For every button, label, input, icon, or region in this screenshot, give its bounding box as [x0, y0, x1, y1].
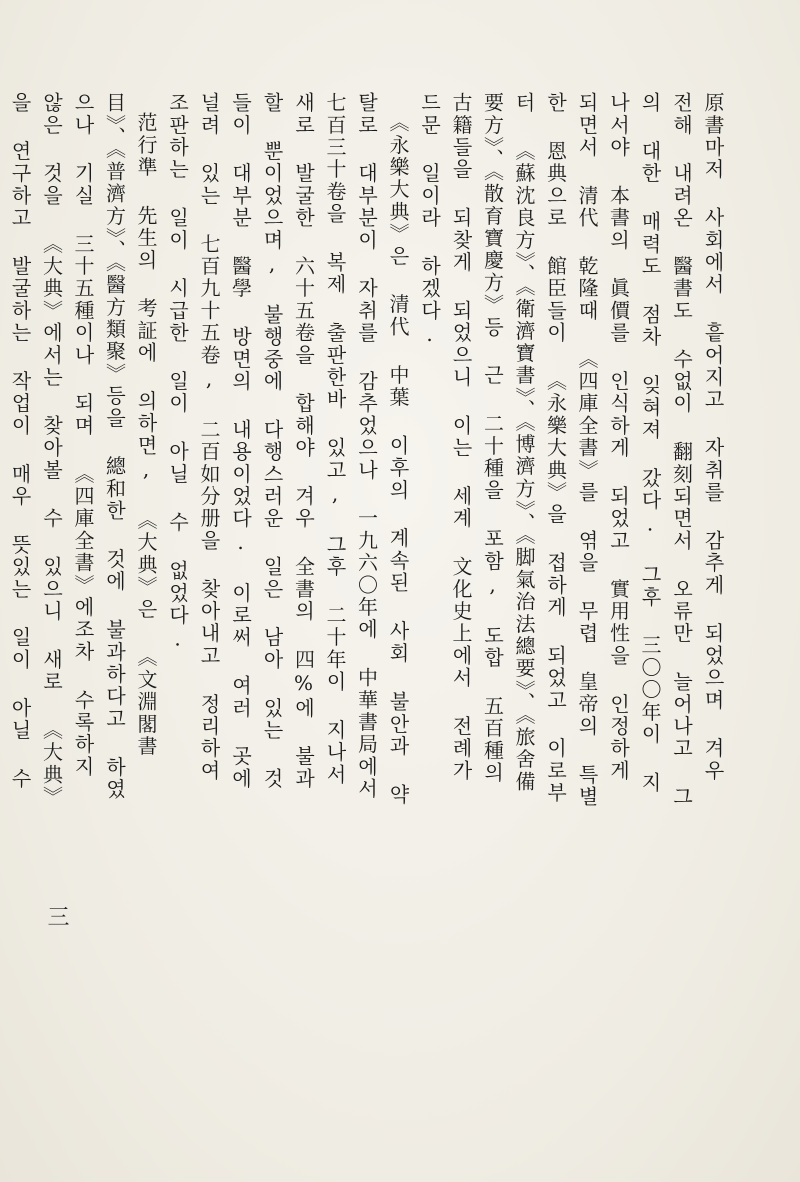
page-number: 三	[44, 905, 69, 931]
paragraph-1: 原書마저 사회에서 흩어지고 자취를 감추게 되었으며 겨우 전해 내려온 醫書도 수없이 翻刻되면서 오류만 늘어나고 그의 대한 매력도 점차 잊혀져 갔다. 그후 三〇〇年이 지나서야 本書의 眞價를 인식하게 되었고 實用性을 인정하게 되면서 清代 乾隆때 《四庫全書》를 엮을 무렵 皇帝의 특별한 恩典으로 館臣들이 《永樂大典》을 접하게 되었고 이로부터 《蘇沈良方》、《衛濟寶書》、《博濟方》、《脚氣治法總要》、《旅舍備要方》、《散育寶慶方》등 근 二十種을 포함, 도합 五百種의 古籍들을 되찾게 되었으니 이는 세계 文化史上에서 전례가 드문 일이라 하겠다.	[417, 92, 725, 809]
paragraph-2: 《永樂大典》은 清代 中葉 이후의 계속된 사회 불안과 약탈로 대부분이 자취를 감추었으나 一九六〇年에 中華書局에서 七百三十卷을 복제 출판한바 있고, 그후 二十年이 지나서 새로 발굴한 六十五卷을 합해야 겨우 全書의 四%에 불과할 뿐이었으며, 불행중에 다행스러운 일은 남아 있는 것들이 대부분 醫學 방면의 내용이었다. 이로써 여러 곳에 널려 있는 七百九十五卷, 二百如分册을 찾아내고 정리하여 조판하는 일이 시급한 일이 아닐 수 없었다.	[165, 92, 410, 806]
body-text	[8, 92, 728, 812]
paragraph-3: 范行準 先生의 考証에 의하면, 《大典》은 《文淵閣書目》、《普濟方》、《醫方類聚》등을 總和한 것에 불과하다고 하였으나 기실 三十五種이나 되며 《四庫全書》에조차 수록하지 않은 것을 《大典》에서는 찾아볼 수 있으니 새로 《大典》을 연구하고 발굴하는 작업이 매우 뜻있는 일이 아닐 수	[8, 92, 158, 809]
